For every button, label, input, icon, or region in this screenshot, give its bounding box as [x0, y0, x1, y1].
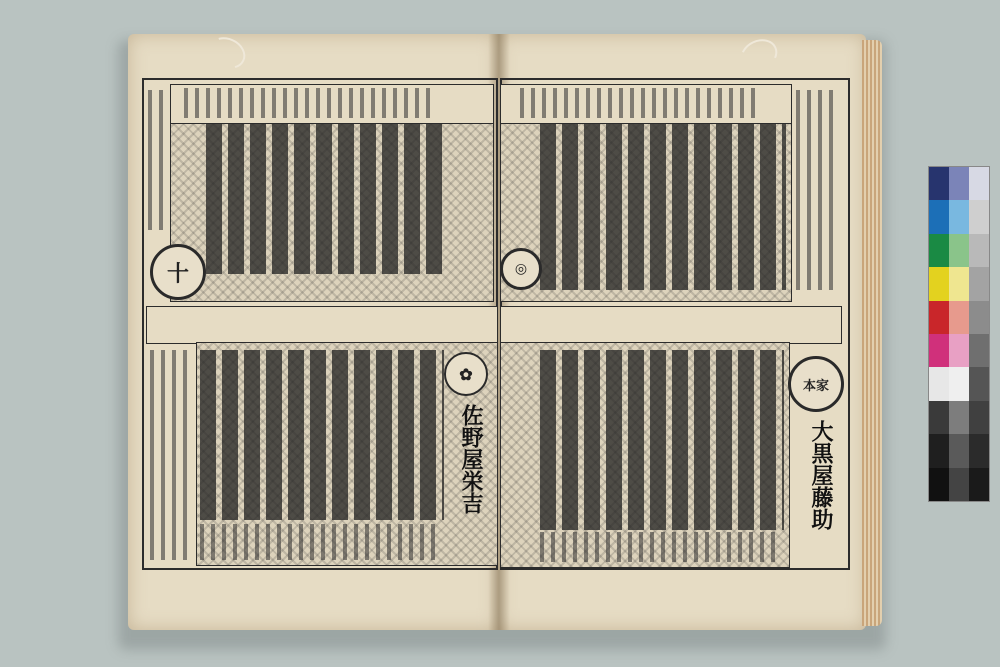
right-margin-text — [796, 90, 840, 290]
color-swatch — [929, 334, 949, 367]
left-margin-column — [148, 90, 168, 230]
color-swatch — [949, 334, 969, 367]
honke-crest: 本家 — [788, 356, 844, 412]
color-swatch — [969, 234, 989, 267]
flower-crest-icon: ✿ — [444, 352, 488, 396]
color-swatch — [929, 301, 949, 334]
right-lower-name: 大黒屋藤助 — [808, 420, 834, 530]
color-swatch — [949, 434, 969, 467]
color-swatch — [969, 434, 989, 467]
left-crest-icon: 十 — [150, 244, 206, 300]
right-upper-kana-lines — [520, 88, 760, 118]
page-edges — [862, 40, 882, 626]
color-swatch — [969, 167, 989, 200]
left-lower-name: 佐野屋栄吉 — [458, 404, 484, 514]
color-swatch — [929, 200, 949, 233]
color-swatch — [949, 367, 969, 400]
left-upper-kana-lines — [184, 88, 434, 118]
right-crest-icon: ◎ — [500, 248, 542, 290]
left-lower-small-text — [200, 524, 440, 560]
right-lower-bold-characters — [540, 350, 784, 530]
left-lower-margin-text — [150, 350, 190, 560]
right-upper-bold-characters — [540, 124, 786, 290]
color-swatch — [929, 434, 949, 467]
left-upper-bold-characters — [206, 124, 442, 274]
left-middle-band — [146, 306, 498, 344]
color-swatch — [949, 468, 969, 501]
color-swatch — [949, 234, 969, 267]
color-swatch — [949, 200, 969, 233]
color-swatch — [929, 367, 949, 400]
color-swatch — [969, 334, 989, 367]
color-swatch — [969, 200, 989, 233]
color-swatch — [969, 267, 989, 300]
left-lower-bold-characters — [200, 350, 444, 520]
color-swatch — [929, 267, 949, 300]
color-swatch — [929, 468, 949, 501]
right-lower-small-text — [540, 532, 780, 562]
color-swatch — [969, 401, 989, 434]
right-middle-band — [500, 306, 842, 344]
color-swatch — [949, 401, 969, 434]
color-calibration-chart — [928, 166, 990, 502]
color-swatch — [949, 167, 969, 200]
color-swatch — [929, 234, 949, 267]
color-swatch — [929, 401, 949, 434]
color-swatch — [969, 468, 989, 501]
color-swatch — [949, 301, 969, 334]
color-swatch — [969, 301, 989, 334]
color-swatch — [969, 367, 989, 400]
color-swatch — [949, 267, 969, 300]
color-swatch — [929, 167, 949, 200]
